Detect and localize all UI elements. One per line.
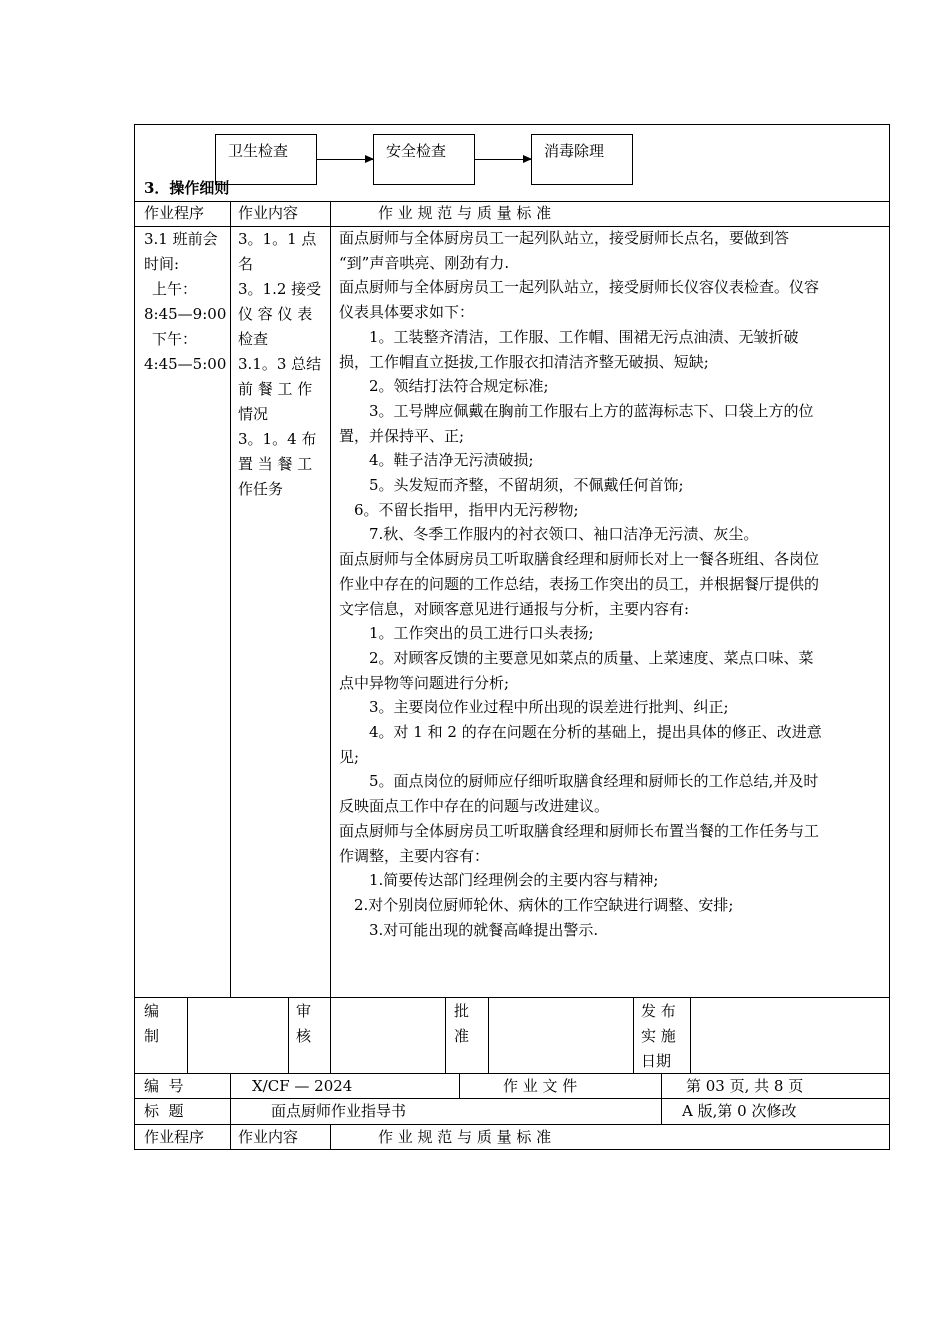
- standards-line: 面点厨师与全体厨房员工一起列队站立，接受厨师长点名，要做到答: [339, 229, 790, 247]
- standards-line: 4。对 1 和 2 的存在问题在分析的基础上，提出具体的修正、改进意: [339, 723, 822, 742]
- row-divider: [134, 997, 890, 998]
- label-release-date: 日期: [641, 1052, 672, 1070]
- content-item-line: 检查: [238, 330, 269, 348]
- standards-line: 损，工作帽直立挺拔,工作服衣扣清洁齐整无破损、短缺;: [339, 352, 709, 371]
- column-divider: [661, 1073, 662, 1124]
- standards-line: 2。对顾客反馈的主要意见如菜点的质量、上菜速度、菜点口味、菜: [339, 648, 814, 667]
- header-standards: 作 业 规 范 与 质 量 标 准: [378, 204, 552, 222]
- standards-line: 3。工号牌应佩戴在胸前工作服右上方的蓝海标志下、口袋上方的位: [339, 401, 814, 420]
- standards-line: 作业中存在的问题的工作总结，表扬工作突出的员工，并根据餐厅提供的: [339, 574, 820, 593]
- content-item-line: 作任务: [238, 480, 284, 498]
- footer-title-value: 面点厨师作业指导书: [271, 1102, 407, 1120]
- column-divider: [330, 201, 331, 997]
- footer-header-procedure: 作业程序: [144, 1128, 205, 1146]
- flow-box-hygiene-check: [215, 134, 317, 185]
- standards-line: 7.秋、冬季工作服内的衬衣领口、袖口洁净无污渍、灰尘。: [339, 525, 759, 544]
- content-item-line: 情况: [238, 405, 269, 423]
- flow-box-label: 安全检查: [386, 142, 447, 160]
- column-divider: [459, 1073, 460, 1098]
- label-approve: 准: [454, 1027, 470, 1045]
- standards-line: 仪表具体要求如下：: [339, 303, 475, 322]
- column-divider: [488, 997, 489, 1073]
- footer-doc-type: 作 业 文 件: [503, 1077, 578, 1095]
- procedure-line: 下午：: [152, 330, 198, 348]
- flow-box-label: 消毒除理: [544, 142, 605, 160]
- footer-page-info: 第 03 页, 共 8 页: [686, 1077, 804, 1095]
- standards-line: 1。工装整齐清洁，工作服、工作帽、围裙无污点油渍、无皱折破: [339, 327, 799, 346]
- label-compile: 编: [144, 1002, 160, 1020]
- standards-line: 点中异物等问题进行分析;: [339, 673, 510, 692]
- standards-line: 面点厨师与全体厨房员工听取膳食经理和厨师长布置当餐的工作任务与工: [339, 821, 820, 840]
- flow-box-disinfection: [531, 134, 633, 185]
- procedure-line: 3.1 班前会: [144, 230, 218, 248]
- footer-revision: A 版,第 0 次修改: [682, 1102, 797, 1120]
- flow-box-safety-check: [373, 134, 475, 185]
- standards-line: “到”声音哄亮、刚劲有力.: [339, 253, 510, 272]
- standards-line: 置，并保持平、正;: [339, 426, 465, 445]
- standards-text: [339, 226, 884, 942]
- procedure-line: 4:45—5:00: [144, 355, 227, 373]
- flow-box-label: 卫生检查: [228, 142, 289, 160]
- footer-number-value: X/CF — 2024: [252, 1077, 353, 1095]
- column-divider: [633, 997, 634, 1073]
- standards-line: 见;: [339, 747, 360, 766]
- standards-line: 文字信息，对顾客意见进行通报与分析，主要内容有:: [339, 599, 690, 618]
- standards-line: 3。主要岗位作业过程中所出现的误差进行批判、纠正;: [339, 698, 729, 717]
- footer-number-label: 编 号: [144, 1077, 184, 1095]
- column-divider: [288, 997, 289, 1073]
- standards-line: 3.对可能出现的就餐高峰提出警示.: [339, 920, 599, 939]
- column-divider: [330, 1124, 331, 1150]
- content-item-line: 前 餐 工 作: [238, 380, 313, 398]
- column-divider: [330, 997, 331, 1073]
- standards-line: 1.简要传达部门经理例会的主要内容与精神;: [339, 871, 659, 890]
- procedure-line: 上午：: [152, 280, 198, 298]
- standards-line: 反映面点工作中存在的问题与改进建议。: [339, 797, 610, 816]
- standards-line: 5。面点岗位的厨师应仔细听取膳食经理和厨师长的工作总结,并及时: [339, 772, 819, 791]
- standards-line: 2.对个别岗位厨师轮休、病休的工作空缺进行调整、安排;: [339, 895, 734, 914]
- standards-line: 2。领结打法符合规定标准;: [339, 377, 549, 396]
- label-compile: 制: [144, 1027, 160, 1045]
- label-release-date: 发 布: [641, 1002, 676, 1020]
- content-item-line: 置 当 餐 工: [238, 455, 313, 473]
- column-divider: [230, 201, 231, 997]
- column-divider: [445, 997, 446, 1073]
- standards-line: 1。工作突出的员工进行口头表扬;: [339, 624, 594, 643]
- column-divider: [690, 997, 691, 1073]
- standards-line: 作调整，主要内容有：: [339, 846, 490, 865]
- footer-title-label: 标 题: [144, 1102, 184, 1120]
- content-item-line: 3。1。1 点: [238, 230, 317, 248]
- procedure-line: 时间:: [144, 255, 180, 273]
- label-release-date: 实 施: [641, 1027, 676, 1045]
- footer-header-content: 作业内容: [238, 1128, 299, 1146]
- standards-line: 面点厨师与全体厨房员工一起列队站立，接受厨师长仪容仪表检查。仪容: [339, 278, 820, 297]
- flow-arrow-icon: [475, 159, 531, 160]
- content-item-line: 3。1.2 接受: [238, 280, 322, 298]
- content-item-line: 3。1。4 布: [238, 430, 317, 448]
- standards-line: 面点厨师与全体厨房员工听取膳食经理和厨师长对上一餐各班组、各岗位: [339, 550, 820, 569]
- content-item-line: 3.1。3 总结: [238, 355, 322, 373]
- flow-arrow-icon: [317, 159, 373, 160]
- column-divider: [230, 1073, 231, 1150]
- header-procedure: 作业程序: [144, 204, 205, 222]
- section-heading: 3．操作细则: [144, 179, 230, 197]
- standards-line: 5。头发短而齐整，不留胡须，不佩戴任何首饰;: [339, 476, 684, 495]
- content-item-line: 名: [238, 255, 254, 273]
- footer-header-standards: 作 业 规 范 与 质 量 标 准: [378, 1128, 552, 1146]
- header-content: 作业内容: [238, 204, 299, 222]
- label-review: 审: [296, 1002, 312, 1020]
- standards-line: 6。不留长指甲，指甲内无污秽物;: [339, 500, 579, 519]
- label-review: 核: [296, 1027, 312, 1045]
- label-approve: 批: [454, 1002, 470, 1020]
- standards-line: 4。鞋子洁净无污渍破损;: [339, 451, 534, 470]
- column-divider: [187, 997, 188, 1073]
- content-item-line: 仪 容 仪 表: [238, 305, 313, 323]
- procedure-line: 8:45—9:00: [144, 305, 227, 323]
